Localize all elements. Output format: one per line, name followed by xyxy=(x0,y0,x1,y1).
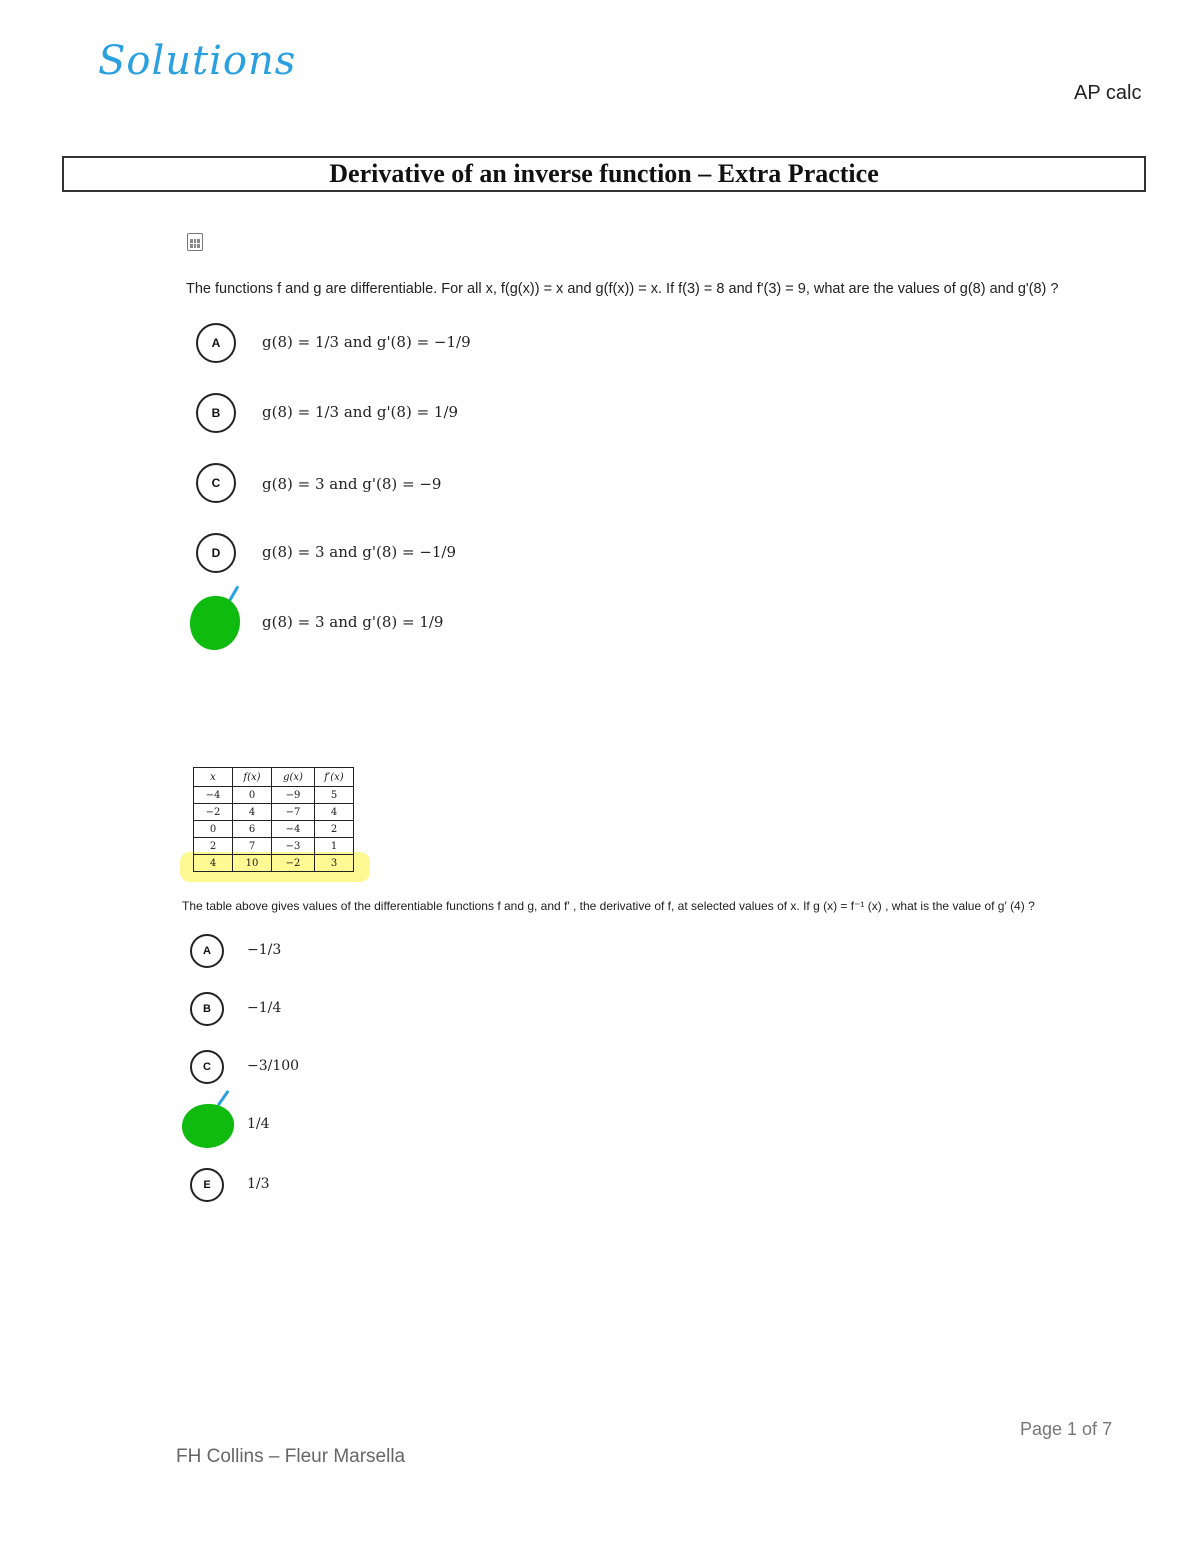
q2-choice-c-text: −3/100 xyxy=(247,1058,300,1074)
q1-choice-b-text: g(8) = 1/3 and g'(8) = 1/9 xyxy=(262,403,459,421)
values-table xyxy=(193,767,354,872)
table-cell: 4 xyxy=(233,804,272,821)
table-header-cell: g(x) xyxy=(272,768,315,787)
q1-choice-b-bubble[interactable]: B xyxy=(196,393,236,433)
page-title-box xyxy=(62,156,1146,192)
table-row xyxy=(194,787,354,804)
table-cell: −4 xyxy=(272,821,315,838)
table-cell: 2 xyxy=(194,838,233,855)
table-cell: 7 xyxy=(233,838,272,855)
q1-choice-d-text: g(8) = 3 and g'(8) = −1/9 xyxy=(262,543,457,561)
table-cell: −2 xyxy=(272,855,315,872)
table-cell: 6 xyxy=(233,821,272,838)
q2-choice-e-text: 1/3 xyxy=(247,1176,270,1192)
table-header-row xyxy=(194,768,354,787)
footer-author: FH Collins – Fleur Marsella xyxy=(176,1446,406,1467)
table-cell: 0 xyxy=(233,787,272,804)
table-cell: 5 xyxy=(315,787,354,804)
table-cell: −7 xyxy=(272,804,315,821)
table-row xyxy=(194,838,354,855)
q1-choice-c-bubble[interactable]: C xyxy=(196,463,236,503)
q2-choice-e-bubble[interactable]: E xyxy=(190,1168,224,1202)
course-label: AP calc xyxy=(1074,82,1142,104)
q1-choice-e-selected-mark[interactable] xyxy=(190,596,240,650)
table-cell: −9 xyxy=(272,787,315,804)
table-cell: −4 xyxy=(194,787,233,804)
table-cell: 10 xyxy=(233,855,272,872)
question-1-text: The functions f and g are differentiable. For all x, f(g(x)) = x and g(f(x)) = x. If f(3) = 8 and f'(3) = 9, what are the values of g(8) and g'(8) ? xyxy=(186,281,1059,297)
table-cell: −2 xyxy=(194,804,233,821)
q1-choice-a-text: g(8) = 1/3 and g'(8) = −1/9 xyxy=(262,333,471,351)
table-row xyxy=(194,804,354,821)
table-cell: 4 xyxy=(194,855,233,872)
q2-choice-c-bubble[interactable]: C xyxy=(190,1050,224,1084)
q1-choice-d-bubble[interactable]: D xyxy=(196,533,236,573)
table-header-cell: f(x) xyxy=(233,768,272,787)
q1-choice-e-text: g(8) = 3 and g'(8) = 1/9 xyxy=(262,613,444,631)
table-cell: 2 xyxy=(315,821,354,838)
q2-choice-d-text: 1/4 xyxy=(247,1116,270,1132)
handwritten-solutions-label: Solutions xyxy=(98,38,297,84)
q1-choice-c-text: g(8) = 3 and g'(8) = −9 xyxy=(262,475,442,493)
calculator-icon xyxy=(187,233,203,251)
q2-choice-a-text: −1/3 xyxy=(247,942,282,958)
table-row-highlighted xyxy=(194,855,354,872)
table-row xyxy=(194,821,354,838)
table-cell: 4 xyxy=(315,804,354,821)
table-cell: 0 xyxy=(194,821,233,838)
table-cell: −3 xyxy=(272,838,315,855)
q2-choice-b-bubble[interactable]: B xyxy=(190,992,224,1026)
question-2-text: The table above gives values of the differentiable functions f and g, and f′ , the derivative of f, at selected values of x. If g (x) = f⁻¹ (x) , what is the value of g′ (4) ? xyxy=(182,899,1035,913)
table-cell: 1 xyxy=(315,838,354,855)
q2-choice-d-selected-mark[interactable] xyxy=(182,1104,234,1148)
table-cell: 3 xyxy=(315,855,354,872)
checkmark-pen-stroke xyxy=(217,1090,230,1106)
table-header-cell: f′(x) xyxy=(315,768,354,787)
q1-choice-a-bubble[interactable]: A xyxy=(196,323,236,363)
page-number: Page 1 of 7 xyxy=(1020,1419,1113,1439)
q2-choice-b-text: −1/4 xyxy=(247,1000,282,1016)
table-header-cell: x xyxy=(194,768,233,787)
q2-choice-a-bubble[interactable]: A xyxy=(190,934,224,968)
page-title: Derivative of an inverse function – Extra Practice xyxy=(329,159,879,188)
